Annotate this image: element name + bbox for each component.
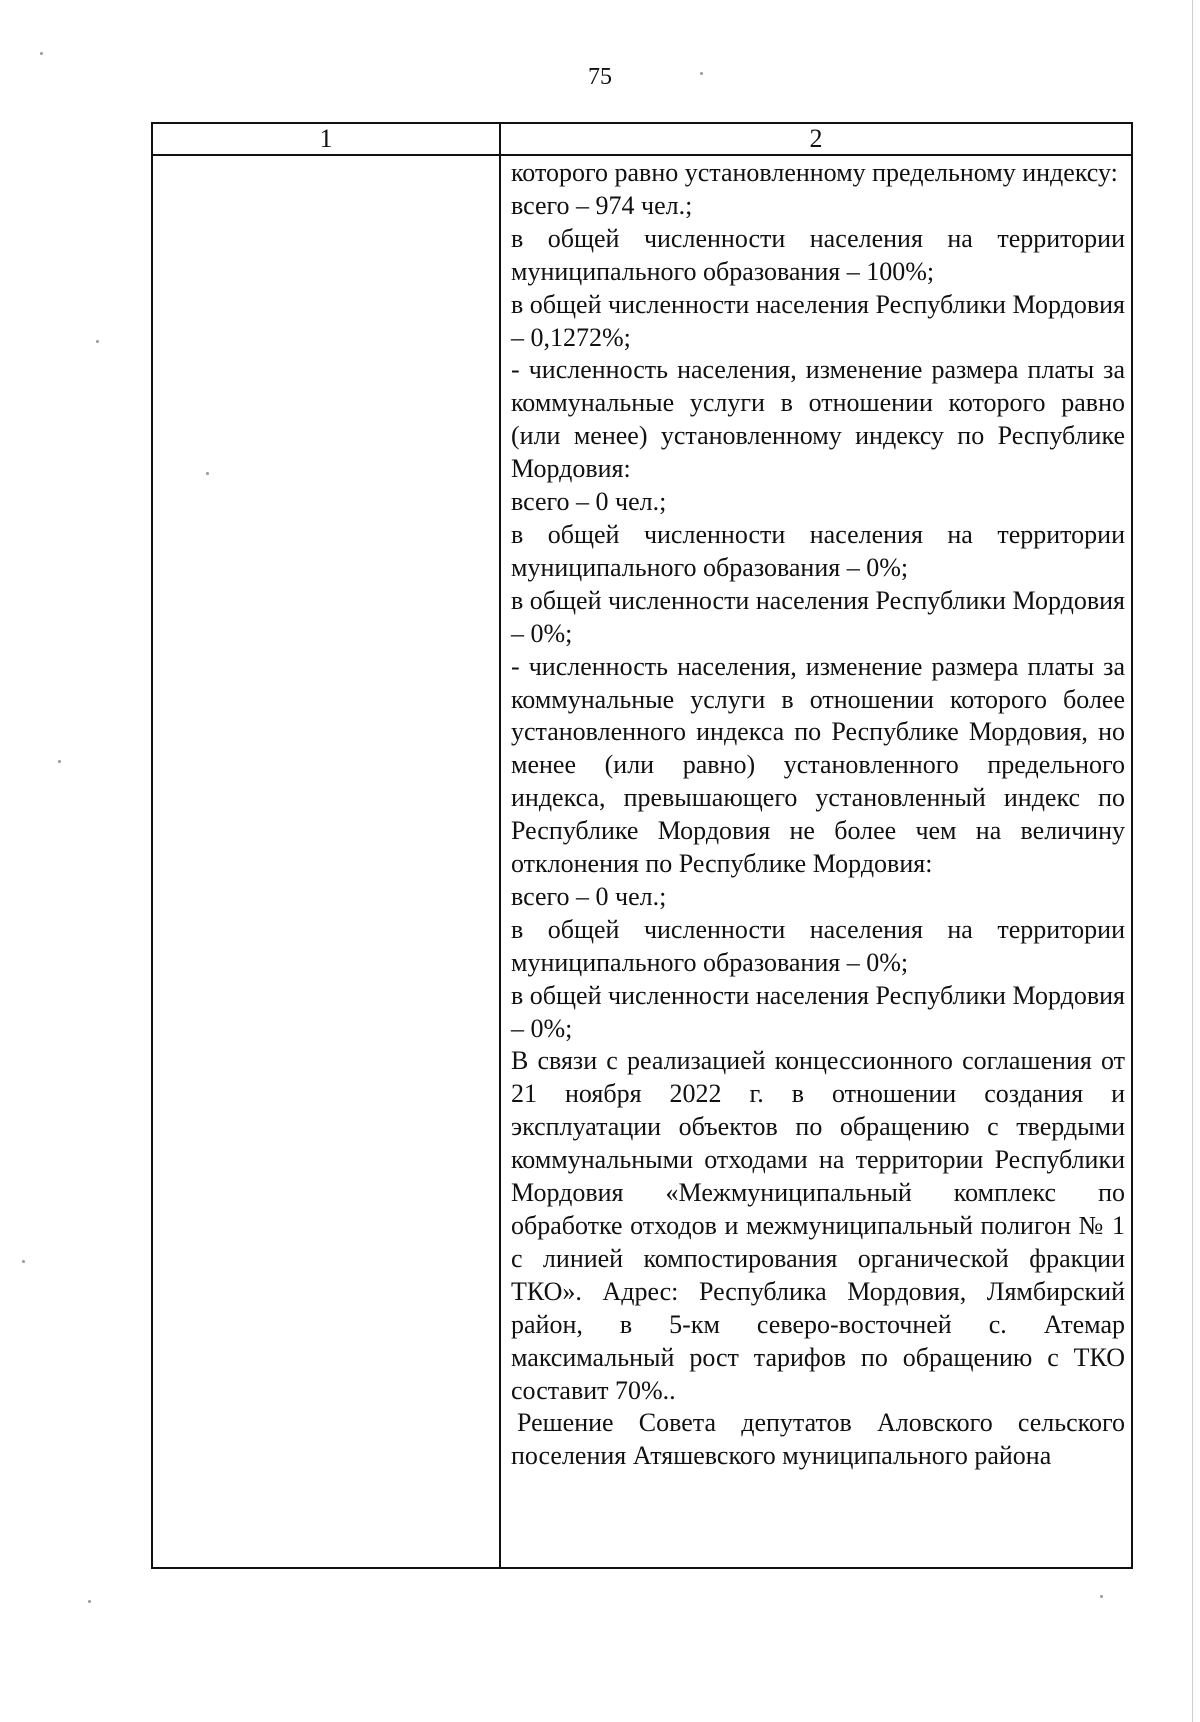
paragraph: которого равно установленному предельному индексу: [511,158,1118,187]
scan-speck [1100,1595,1103,1598]
scan-speck [700,72,703,75]
scan-speck [206,472,209,475]
paragraph: всего – 974 чел.; [511,190,693,220]
paragraph: всего – 0 чел.; [511,487,667,517]
scan-speck [88,1600,91,1603]
paragraph: Решение Совета депутатов Аловского сельского поселения Атяшевского муниципального района [511,1408,1125,1471]
page-number: 75 [588,64,612,90]
paragraph: в общей численности населения Республики Мордовия – 0%; [511,585,1125,648]
scan-edge-line [1192,0,1193,1722]
header-cell-1: 1 [319,124,333,153]
paragraph: в общей численности населения на территории муниципального образования – 100%; [511,223,1125,286]
paragraph: в общей численности населения Республики Мордовия – 0,1272%; [511,289,1125,352]
paragraph: - численность населения, изменение размера платы за коммунальные услуги в отношении которого равно (или менее) установленному индексу по Республике Мордовия: [511,355,1125,484]
column-1-cell [153,156,499,1567]
document-table [151,122,1133,1569]
paragraph: всего – 0 чел.; [511,881,667,911]
paragraph: - численность населения, изменение размера платы за коммунальные услуги в отношении которого более установленного индекса по Республике Мордовия, но менее (или равно) установленного предельного индекса, превышающего установленный индекс по Республике Мордовия не более чем на величину отклонения по Республике Мордовия: [511,651,1125,879]
column-divider [499,124,501,1567]
paragraph: в общей численности населения на территории муниципального образования – 0%; [511,519,1125,582]
paragraph: в общей численности населения Республики Мордовия – 0%; [511,980,1125,1043]
scan-speck [22,1260,25,1263]
scan-speck [96,340,99,343]
header-cell-2: 2 [809,124,823,153]
paragraph: В связи с реализацией концессионного соглашения от 21 ноября 2022 г. в отношении создания и эксплуатации объектов по обращению с твердыми коммунальными отходами на территории Республики Мордовия «Межмуниципальный комплекс по обработке отходов и межмуниципальный полигон № 1 с линией компостирования органической фракции ТКО». Адрес: Республика Мордовия, Лямбирский район, в 5-км северо-восточней с. Атемар максимальный рост тарифов по обращению с ТКО составит 70%.. [511,1046,1125,1405]
column-2-cell [511,157,1125,1473]
table-header-row [153,124,1131,156]
paragraph: в общей численности населения на территории муниципального образования – 0%; [511,914,1125,977]
scan-speck [40,52,43,55]
scan-speck [58,760,61,763]
